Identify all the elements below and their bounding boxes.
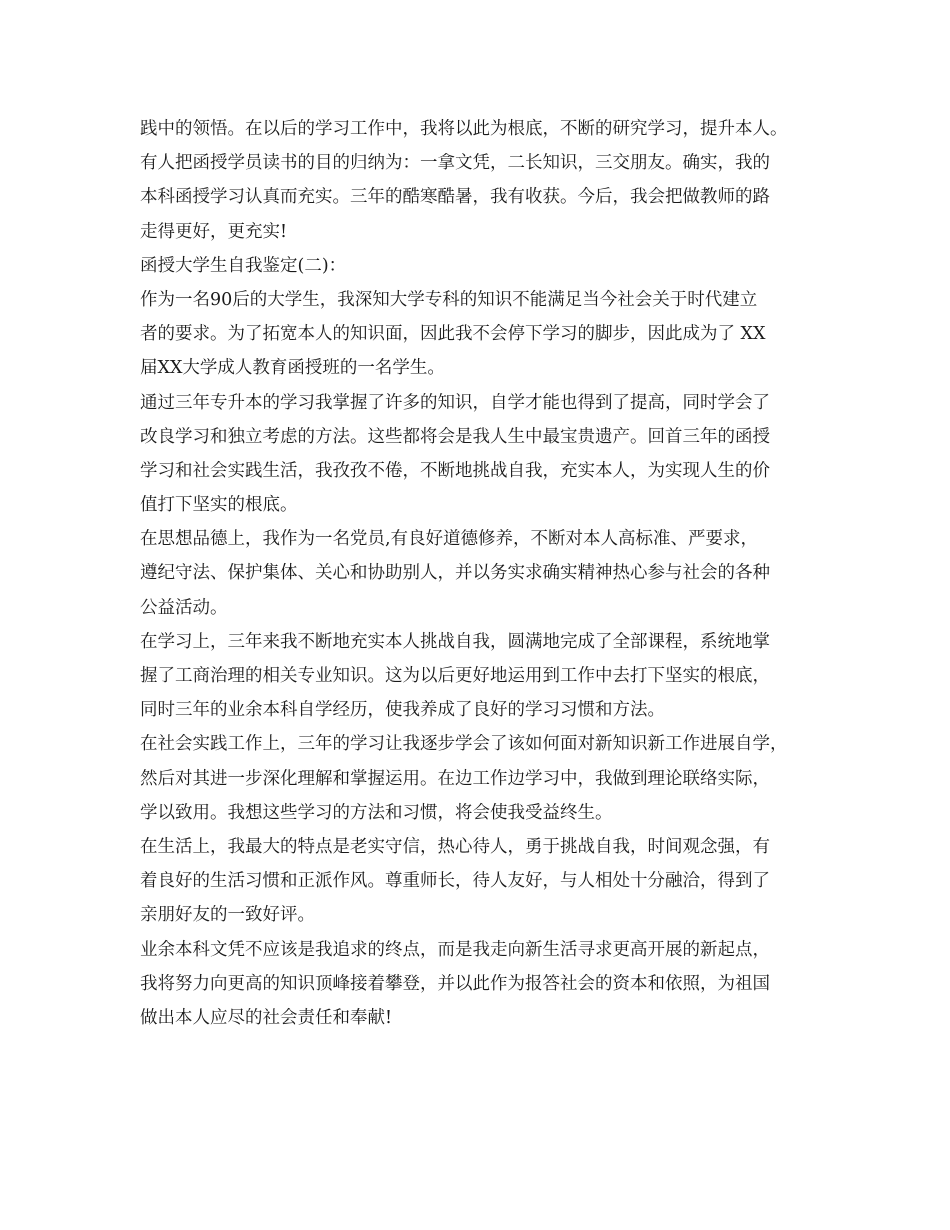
text-line: 在学习上，三年来我不断地充实本人挑战自我，圆满地完成了全部课程，系统地掌 <box>140 631 770 652</box>
text-line: 值打下坚实的根底。 <box>140 495 298 516</box>
text-line: 学习和社会实践生活，我孜孜不倦，不断地挑战自我，充实本人，为实现人生的价 <box>140 460 770 481</box>
text-line: 学以致用。我想这些学习的方法和习惯，将会使我受益终生。 <box>140 802 613 823</box>
text-line: 在思想品德上，我作为一名党员,有良好道德修养，不断对本人高标准、严要求， <box>140 529 759 550</box>
text-line: 届XX大学成人教育函授班的一名学生。 <box>140 358 445 379</box>
text-line: 通过三年专升本的学习我掌握了许多的知识，自学才能也得到了提高，同时学会了 <box>140 392 770 413</box>
text-line: 者的要求。为了拓宽本人的知识面，因此我不会停下学习的脚步，因此成为了 XX <box>140 324 766 345</box>
text-line: 业余本科文凭不应该是我追求的终点，而是我走向新生活寻求更高开展的新起点， <box>140 939 770 960</box>
text-line: 同时三年的业余本科自学经历，使我养成了良好的学习习惯和方法。 <box>140 700 665 721</box>
text-line: 亲朋好友的一致好评。 <box>140 905 315 926</box>
text-line: 遵纪守法、保护集体、关心和协助别人，并以务实求确实精神热心参与社会的各种 <box>140 563 770 584</box>
text-line: 握了工商治理的相关专业知识。这为以后更好地运用到工作中去打下坚实的根底， <box>140 666 770 686</box>
document-body <box>140 112 840 1035</box>
text-line: 我将努力向更高的知识顶峰接着攀登，并以此作为报答社会的资本和依照，为祖国 <box>140 973 770 994</box>
text-line: 在生活上，我最大的特点是老实守信，热心待人，勇于挑战自我，时间观念强，有 <box>140 836 770 857</box>
text-line: 走得更好，更充实! <box>140 221 288 242</box>
text-line: 然后对其进一步深化理解和掌握运用。在边工作边学习中，我做到理论联络实际， <box>140 768 770 789</box>
text-line: 有人把函授学员读书的目的归纳为：一拿文凭，二长知识，三交朋友。确实，我的 <box>140 153 770 174</box>
text-line: 着良好的生活习惯和正派作风。尊重师长，待人友好，与人相处十分融洽，得到了 <box>140 871 770 892</box>
text-line: 践中的领悟。在以后的学习工作中，我将以此为根底，不断的研究学习，提升本人。 <box>140 119 788 139</box>
section-heading: 函授大学生自我鉴定(二)： <box>140 255 347 276</box>
text-line: 在社会实践工作上，三年的学习让我逐步学会了该如何面对新知识新工作进展自学， <box>140 734 788 755</box>
text-line: 作为一名90后的大学生，我深知大学专科的知识不能满足当今社会关于时代建立 <box>140 289 758 310</box>
text-line: 公益活动。 <box>140 597 228 618</box>
text-line: 本科函授学习认真而充实。三年的酷寒酷暑，我有收获。今后，我会把做教师的路 <box>140 187 770 208</box>
text-line: 做出本人应尽的社会责任和奉献! <box>140 1007 393 1028</box>
text-line: 改良学习和独立考虑的方法。这些都将会是我人生中最宝贵遗产。回首三年的函授 <box>140 426 770 447</box>
